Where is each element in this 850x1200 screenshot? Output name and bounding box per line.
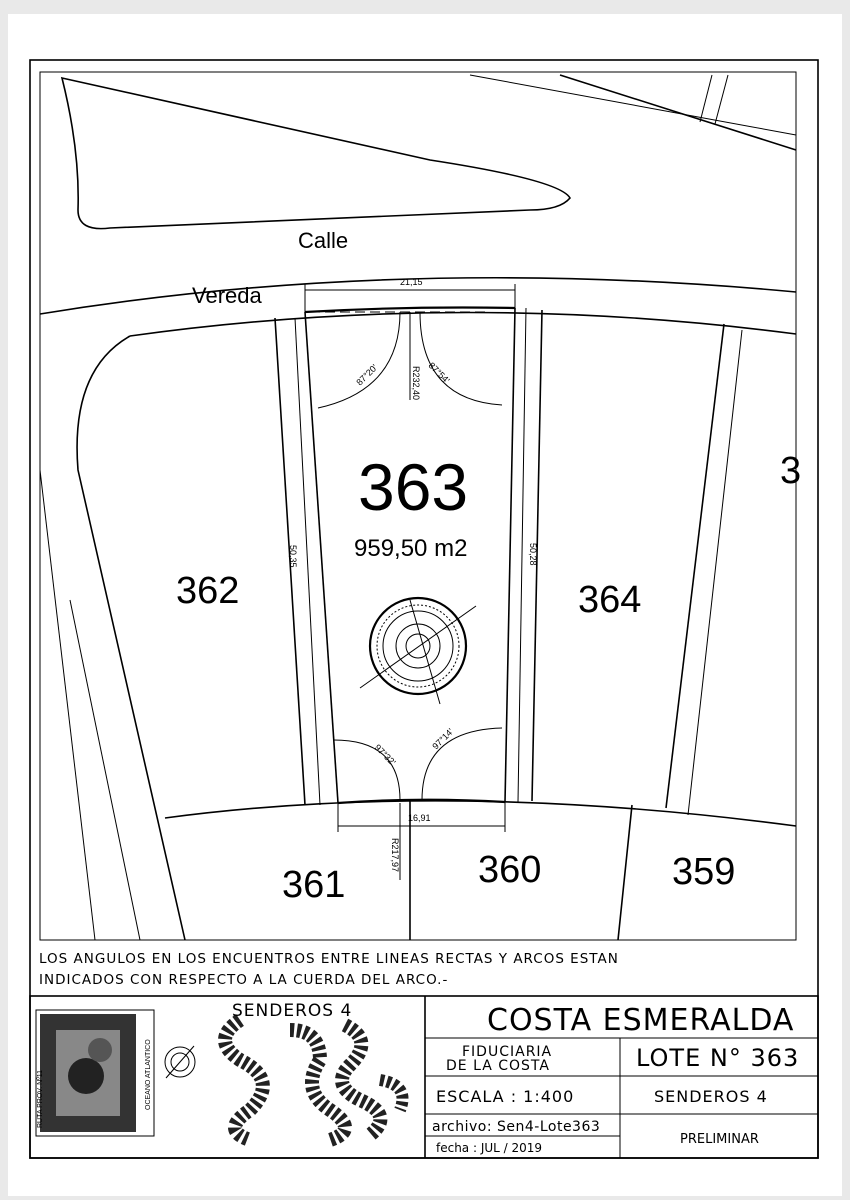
sector-label: SENDEROS 4 bbox=[654, 1087, 768, 1106]
map-label-route: RUTA PROV. Nº11 bbox=[37, 1069, 44, 1128]
front-width-label: 21,15 bbox=[400, 277, 423, 287]
back-radius-label: R217,97 bbox=[390, 838, 400, 873]
note-line-1: LOS ANGULOS EN LOS ENCUENTROS ENTRE LINEAS RECTAS Y ARCOS ESTAN bbox=[39, 951, 619, 967]
left-road-edge bbox=[77, 336, 185, 940]
note-line-2: INDICADOS CON RESPECTO A LA CUERDA DEL ARCO.- bbox=[39, 972, 449, 988]
lot-363-front bbox=[305, 308, 515, 313]
firm-line-2: DE LA COSTA bbox=[446, 1058, 550, 1074]
lot-362-label: 362 bbox=[176, 570, 240, 612]
front-radius-label: R232,40 bbox=[411, 366, 421, 401]
tree-symbol bbox=[360, 598, 476, 704]
lot-363-right bbox=[505, 308, 515, 802]
outer-frame bbox=[30, 60, 818, 1158]
lot-line-top-2 bbox=[715, 75, 728, 124]
north-arrow-icon bbox=[165, 1046, 195, 1078]
status-label: PRELIMINAR bbox=[680, 1132, 759, 1147]
right-side-dimension bbox=[518, 308, 526, 802]
street-label-vereda: Vereda bbox=[192, 283, 262, 308]
file-label: archivo: Sen4-Lote363 bbox=[432, 1119, 601, 1135]
firm-line-1: FIDUCIARIA bbox=[462, 1044, 553, 1060]
left-road-edge-3 bbox=[70, 600, 140, 940]
map-title: SENDEROS 4 bbox=[232, 1001, 353, 1021]
angle-arc-front-right bbox=[420, 312, 502, 405]
left-road-edge-2 bbox=[40, 470, 95, 940]
lot-360-label: 360 bbox=[478, 849, 542, 891]
angle-back-left-label: 97°32' bbox=[372, 742, 398, 768]
location-map-pattern bbox=[40, 1014, 136, 1132]
date-label: fecha : JUL / 2019 bbox=[436, 1141, 543, 1155]
angle-front-left-label: 87°20' bbox=[354, 362, 380, 388]
back-street-edge bbox=[165, 801, 796, 826]
lot-partial-label: 3 bbox=[780, 450, 802, 492]
street-label-calle: Calle bbox=[298, 228, 349, 253]
road-island bbox=[62, 78, 570, 229]
angle-arc-front-left bbox=[318, 312, 400, 408]
lot-359-label: 359 bbox=[672, 851, 736, 893]
project-title: COSTA ESMERALDA bbox=[487, 1003, 795, 1038]
road-edge-top bbox=[560, 75, 796, 150]
map-label-ocean: OCEANO ATLANTICO bbox=[145, 1039, 152, 1110]
back-width-label: 16,91 bbox=[408, 813, 431, 823]
angle-arc-back-right bbox=[422, 728, 502, 800]
road-edge-top-2 bbox=[470, 75, 796, 135]
right-side-label: 50,28 bbox=[528, 543, 538, 566]
lot-361-label: 361 bbox=[282, 864, 346, 906]
lot-number-label: LOTE N° 363 bbox=[636, 1044, 800, 1072]
lot-line-top bbox=[700, 75, 712, 122]
left-side-label: 50,35 bbox=[288, 545, 298, 568]
angle-front-right-label: 87°54' bbox=[426, 360, 452, 386]
scale-label: ESCALA : 1:400 bbox=[436, 1087, 575, 1106]
main-lot-area: 959,50 m2 bbox=[354, 535, 468, 562]
lot-360-359-divider bbox=[618, 805, 632, 940]
lot-363-left bbox=[305, 312, 338, 803]
angle-arc-back-left bbox=[334, 740, 400, 800]
senderos-map bbox=[225, 1020, 403, 1140]
main-lot-number: 363 bbox=[358, 450, 469, 524]
vereda-edge bbox=[130, 312, 796, 336]
angle-back-right-label: 97°14' bbox=[430, 726, 456, 752]
lot-364-label: 364 bbox=[578, 579, 642, 621]
